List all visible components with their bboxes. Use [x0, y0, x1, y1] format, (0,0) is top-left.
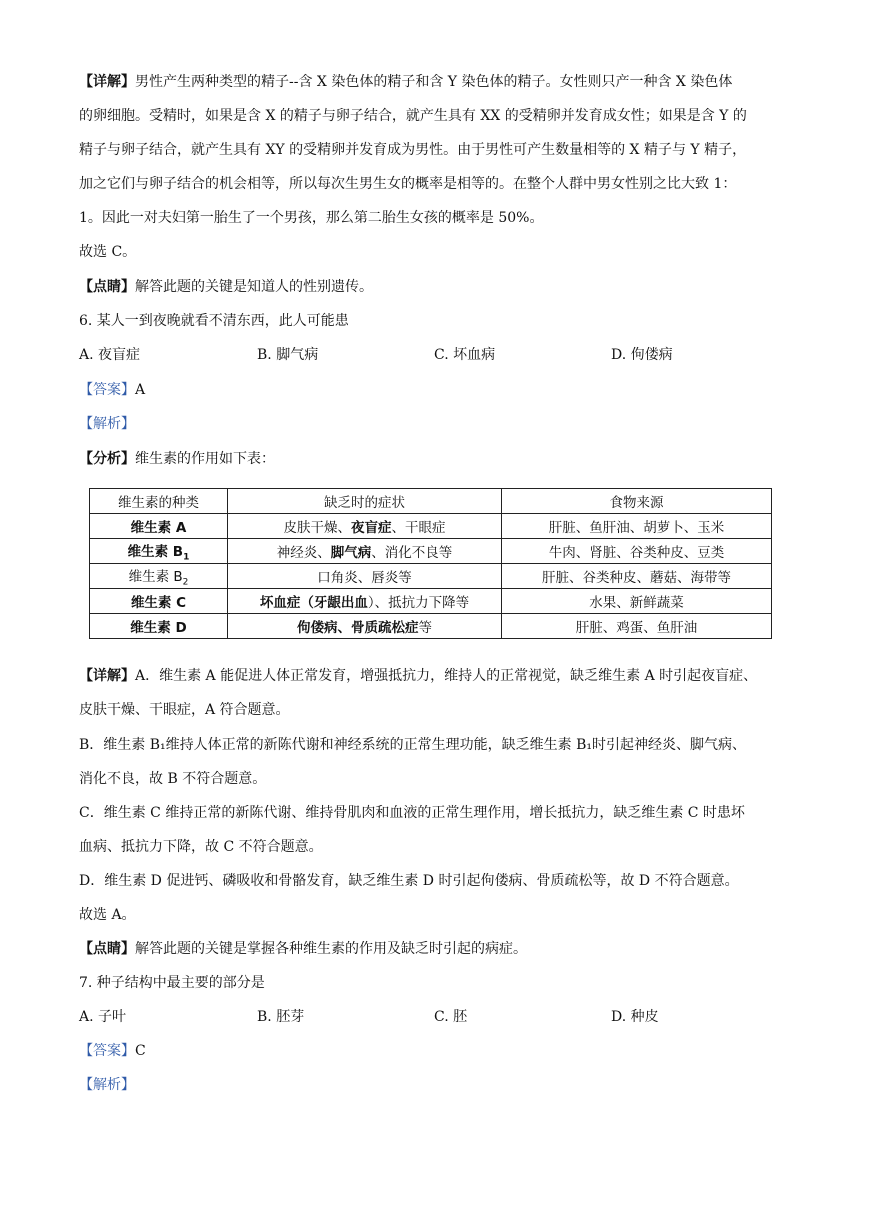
vitamin-source: 肝脏、鸡蛋、鱼肝油 [502, 614, 772, 639]
vitamin-kind: 维生素 C [90, 589, 228, 614]
vitamin-kind: 维生素 $B_1$ [90, 539, 228, 564]
table-row [90, 589, 772, 614]
vitamin-source: 肝脏、鱼肝油、胡萝卜、玉米 [502, 514, 772, 539]
q7-option-d: D. 种皮 [611, 1009, 659, 1025]
detail-line: 【详解】男性产生两种类型的精子--含 X 染色体的精子和含 Y 染色体的精子。女性则只产一种含 X 染色体 [79, 74, 733, 90]
q6-detail-line: 【详解】A．维生素 A 能促进人体正常发育，增强抵抗力，维持人的正常视觉，缺乏维生素 A 时引起夜盲症、 [79, 668, 758, 684]
dianjing-line: 【点睛】解答此题的关键是知道人的性别遗传。 [79, 279, 373, 295]
q6-analysis-tag: 【解析】 [79, 416, 135, 432]
q6-detail-line: C．维生素 C 维持正常的新陈代谢、维持骨肌肉和血液的正常生理作用，增长抵抗力，缺乏维生素 C 时患坏 [79, 805, 745, 821]
vitamin-kind: 维生素 $B_2$ [90, 564, 228, 589]
table-header: 缺乏时的症状 [228, 489, 502, 514]
q7-answer: 【答案】C [79, 1043, 146, 1059]
table-row [90, 614, 772, 639]
q6-option-b: B. 脚气病 [257, 347, 319, 363]
vitamin-kind: 维生素 D [90, 614, 228, 639]
q6-detail-line: 消化不良，故 B 不符合题意。 [79, 771, 267, 787]
vitamin-symptom: 皮肤干燥、夜盲症、干眼症 [228, 514, 502, 539]
q6-detail-line: 血病、抵抗力下降，故 C 不符合题意。 [79, 839, 323, 855]
conclusion-line: 故选 C。 [79, 244, 137, 260]
table-row [90, 539, 772, 564]
q6-answer: 【答案】A [79, 382, 146, 398]
vitamin-table [89, 488, 772, 639]
table-header: 维生素的种类 [90, 489, 228, 514]
q6-detail-line: 皮肤干燥、干眼症，A 符合题意。 [79, 702, 290, 718]
q6-detail-line: B．维生素 B₁维持人体正常的新陈代谢和神经系统的正常生理功能，缺乏维生素 B₁时引起神经炎、脚气病、 [79, 737, 746, 753]
vitamin-symptom: 口角炎、唇炎等 [228, 564, 502, 589]
q6-conclusion: 故选 A。 [79, 907, 136, 923]
table-row [90, 514, 772, 539]
q7-option-c: C. 胚 [434, 1009, 468, 1025]
vitamin-source: 牛肉、肾脏、谷类种皮、豆类 [502, 539, 772, 564]
q6-detail-line: D．维生素 D 促进钙、磷吸收和骨骼发育，缺乏维生素 D 时引起佝偻病、骨质疏松等，故 D 不符合题意。 [79, 873, 739, 889]
vitamin-source: 肝脏、谷类种皮、蘑菇、海带等 [502, 564, 772, 589]
q7-analysis-tag: 【解析】 [79, 1077, 135, 1093]
q6-fenxi: 【分析】维生素的作用如下表： [79, 451, 275, 467]
table-header: 食物来源 [502, 489, 772, 514]
vitamin-source: 水果、新鲜蔬菜 [502, 589, 772, 614]
q6-option-d: D. 佝偻病 [611, 347, 673, 363]
vitamin-kind: 维生素 A [90, 514, 228, 539]
table-header-row [90, 489, 772, 514]
q7-option-b: B. 胚芽 [257, 1009, 305, 1025]
detail-line: 的卵细胞。受精时，如果是含 X 的精子与卵子结合，就产生具有 XX 的受精卵并发育成女性；如果是含 Y 的 [79, 108, 747, 124]
q6-option-a: A. 夜盲症 [79, 347, 141, 363]
table-row [90, 564, 772, 589]
q6-option-c: C. 坏血病 [434, 347, 496, 363]
question-7-stem: 7. 种子结构中最主要的部分是 [79, 975, 265, 991]
vitamin-symptom: 坏血症（牙龈出血）、抵抗力下降等 [228, 589, 502, 614]
detail-line: 精子与卵子结合，就产生具有 XY 的受精卵并发育成为男性。由于男性可产生数量相等的 X 精子与 Y 精子， [79, 142, 747, 158]
q6-dianjing: 【点睛】解答此题的关键是掌握各种维生素的作用及缺乏时引起的病症。 [79, 941, 527, 957]
vitamin-symptom: 神经炎、脚气病、消化不良等 [228, 539, 502, 564]
question-6-stem: 6. 某人一到夜晚就看不清东西，此人可能患 [79, 313, 349, 329]
detail-line: 加之它们与卵子结合的机会相等，所以每次生男生女的概率是相等的。在整个人群中男女性别之比大致 1： [79, 176, 737, 192]
vitamin-symptom: 佝偻病、骨质疏松症等 [228, 614, 502, 639]
q7-option-a: A. 子叶 [79, 1009, 127, 1025]
detail-line: 1。因此一对夫妇第一胎生了一个男孩，那么第二胎生女孩的概率是 50%。 [79, 210, 544, 226]
